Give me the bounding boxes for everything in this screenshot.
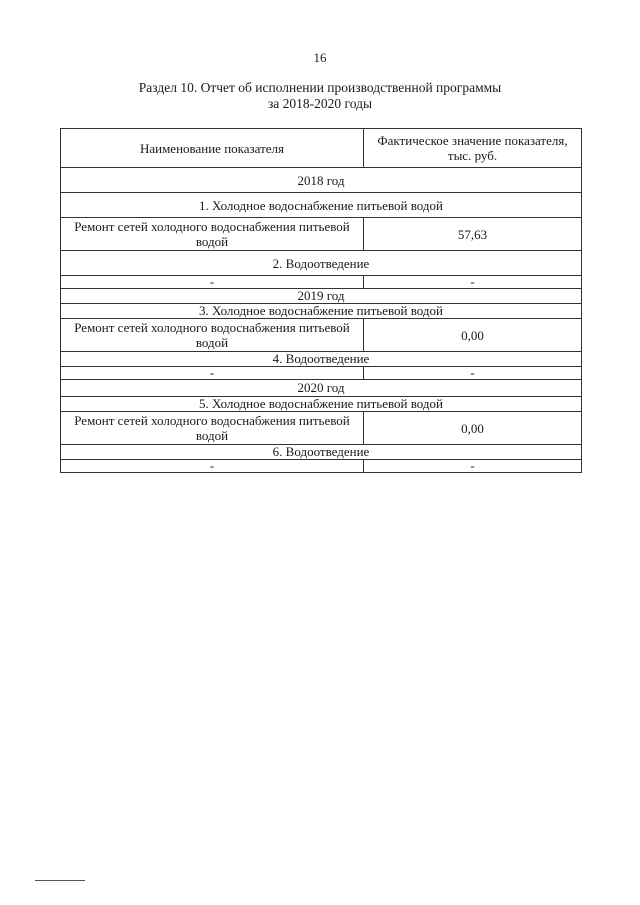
section-row <box>61 445 582 460</box>
year-row <box>61 289 582 304</box>
indicator-value: - <box>364 460 582 473</box>
table-row <box>61 276 582 289</box>
indicator-value: 0,00 <box>364 319 582 352</box>
year-row <box>61 168 582 193</box>
indicator-name: - <box>61 276 364 289</box>
indicator-name: Ремонт сетей холодного водоснабжения питьевой водой <box>61 218 364 251</box>
section-label: 6. Водоотведение <box>61 445 582 460</box>
section-label: 2. Водоотведение <box>61 251 582 276</box>
table-row <box>61 367 582 380</box>
section-label: 3. Холодное водоснабжение питьевой водой <box>61 304 582 319</box>
indicator-name: - <box>61 460 364 473</box>
table-row <box>61 460 582 473</box>
table-row <box>61 218 582 251</box>
page-number: 16 <box>313 50 327 65</box>
document-title <box>60 80 580 112</box>
year-label: 2020 год <box>61 380 582 397</box>
section-row <box>61 251 582 276</box>
indicator-value: - <box>364 367 582 380</box>
table-row <box>61 319 582 352</box>
indicator-value: 57,63 <box>364 218 582 251</box>
section-row <box>61 304 582 319</box>
indicator-value: 0,00 <box>364 412 582 445</box>
table-header-row <box>61 129 582 168</box>
section-row <box>61 352 582 367</box>
indicator-value: - <box>364 276 582 289</box>
section-label: 4. Водоотведение <box>61 352 582 367</box>
section-label: 1. Холодное водоснабжение питьевой водой <box>61 193 582 218</box>
section-row <box>61 193 582 218</box>
table-row <box>61 412 582 445</box>
year-label: 2018 год <box>61 168 582 193</box>
title-line-1: Раздел 10. Отчет об исполнении производственной программы <box>138 80 502 95</box>
indicator-name: Ремонт сетей холодного водоснабжения питьевой водой <box>61 319 364 352</box>
header-indicator-name: Наименование показателя <box>61 129 364 168</box>
title-line-2: за 2018-2020 годы <box>267 96 373 111</box>
footer-rule <box>35 880 85 881</box>
section-row <box>61 397 582 412</box>
header-actual-value: Фактическое значение показателя, тыс. руб. <box>364 129 582 168</box>
section-label: 5. Холодное водоснабжение питьевой водой <box>61 397 582 412</box>
indicator-name: - <box>61 367 364 380</box>
report-table <box>60 128 582 473</box>
year-label: 2019 год <box>61 289 582 304</box>
year-row <box>61 380 582 397</box>
indicator-name: Ремонт сетей холодного водоснабжения питьевой водой <box>61 412 364 445</box>
